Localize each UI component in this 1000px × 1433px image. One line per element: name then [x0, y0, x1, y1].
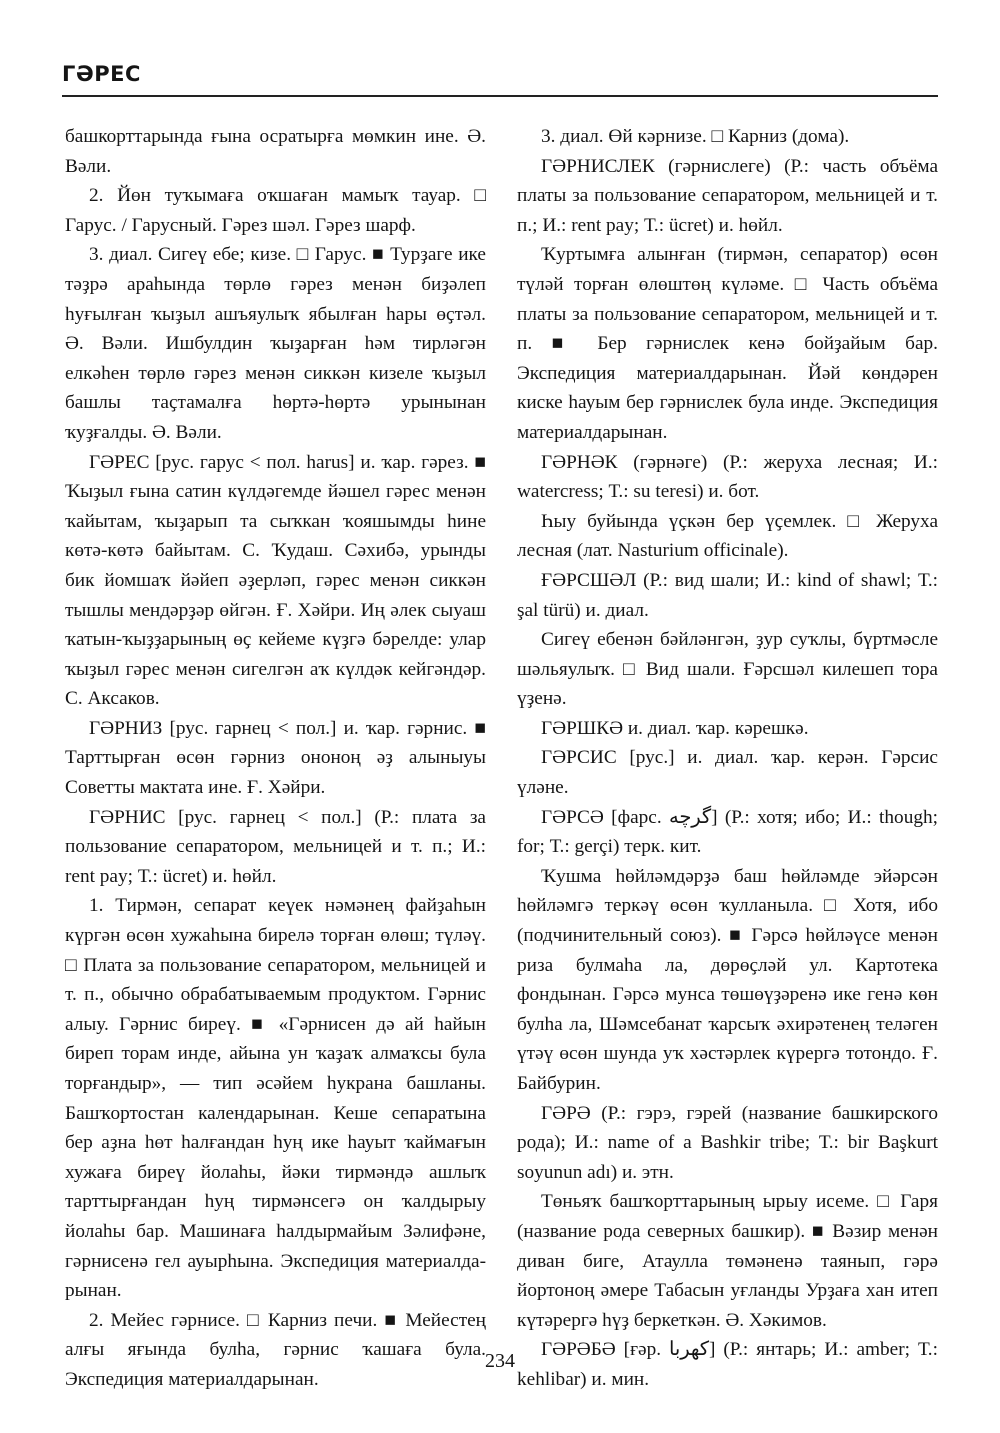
dictionary-entry: ГӘРШКӘ и. диал. ҡар. кәрешкә. [541, 717, 809, 739]
paragraph: Сигеү ебенән бәйләнгән, ҙур суҡлы, бүртмәсле шәльяулыҡ. □ Вид шали. Ғәрсшәл килешеп тора үҙенә. [517, 629, 938, 710]
dictionary-entry: ГӘРӘБӘ [ғәр. كهربا] (Р.: янтарь; И.: amber; Т.: kehlibar) и. мин. [517, 1339, 938, 1390]
dictionary-entry: ГӘРНИЗ [рус. гарнец < пол.] и. ҡар. гәрнис. ■ Тарттырған өсөн гәрниз ононоң әҙ алыныуы Советты мактата ине. Ғ. Хәйри. [65, 717, 486, 799]
paragraph: 3. диал. Өй кәрнизе. □ Карниз (дома). [541, 126, 850, 147]
dictionary-entry: ГӘРСИС [рус.] и. диал. ҡар. керән. Гәрсис үләне. [517, 747, 938, 799]
dictionary-entry: ГӘРНИСЛЕК (гәрнислеге) (Р.: часть объёма платы за пользование сепаратором, мельницей и т. п.; И.: rent pay; Т.: ücret) и. һөйл. [517, 155, 938, 236]
dictionary-entry: ГӘРСӘ [фарс. گرچه] (Р.: хотя; ибо; И.: though; for; Т.: gerçi) терк. кит. [517, 806, 938, 858]
header-rule [62, 95, 938, 97]
paragraph: 3. диал. Сигеү ебе; кизе. □ Гарус. ■ Турҙаге ике тәҙрә араһында төрлө гәрез менән биҙәлеп һуғылған ҡыҙыл ашъяулыҡ ябылған һары өҫтәл. Ә. Вәли. Ишбулдин ҡыҙарған һәм тирләгән елкәһен төрлө гәрез менән сиккән кизеле ҡыҙыл башлы таҫтамалға һөртә-һөртә урынынан ҡуҙғалды. Ә. Вәли. [65, 244, 486, 443]
right-column [517, 122, 938, 1395]
paragraph: 1. Тирмән, сепарат кеүек нәмәнең файҙаһын күргән өсөн хужаһына бирелә торған өлөш; түләү. □ Плата за пользование сепаратором, мельницей и т. п., обычно обрабатываемым продуктом. Гәрнис алыу. Гәрнис биреү. ■ «Гәрнисен дә ай һайын биреп торам инде, айына ун ҡаҙаҡ алмаҡсы була торғандыр», — тип әсәйем һукрана башланы. Башҡортостан календарынан. Кеше сепаратына бер аҙна һөт һалғандан һуң ике һауыт ҡаймағын хужаға биреү йолаһы, йәки тирмәндә ашлыҡ тарттырғандан һуң тирмәнсегә он ҡалдырыу йолаһы бар. Машинаға һалдырмайым Зәлифәне, гәрнисенә гел ауырһына. Экспедиция материалдарынан. [65, 895, 486, 1302]
paragraph: Һыу буйында үҫкән бер үҫемлек. □ Жеруха лесная (лат. Nasturium officinale). [517, 510, 938, 562]
dictionary-entry: ГӘРӘ (Р.: гэрэ, гэрей (название башкирского рода); И.: name of a Bashkir tribe; Т.: bir Başkurt soyunun adı) и. этн. [517, 1102, 938, 1183]
paragraph: Ҡушма һөйләмдәрҙә баш һөйләмде эйәрсән һөйләмгә теркәү өсөн ҡулланыла. □ Хотя, ибо (подчинительный союз). ■ Гәрсә һөйләүсе менән риза булмаһа ла, дөрөҫләй ул. Картотека фондынан. Гәрсә мунса төшөүҙәренә ике генә көн булһа ла, Шәмсебанат ҡарсыҡ әхирәтенең теләген үтәү өсөн шунда уҡ хәстәрлек күрергә тотондо. Ғ. Байбурин. [517, 865, 938, 1094]
left-column [65, 122, 486, 1395]
page-number: 234 [485, 1350, 515, 1372]
paragraph: 2. Мейес гәрнисе. □ Карниз печи. ■ Мейестең алғы яғында булһа, гәрнис ҡашаға була. Экспедиция материалдарынан. [65, 1309, 486, 1390]
running-head: ГӘРЕС [62, 62, 141, 86]
paragraph: башкорттарында ғына осратырға мөмкин ине. Ә. Вәли. [65, 126, 486, 177]
dictionary-entry: ГӘРЕС [рус. гарус < пол. harus] и. ҡар. гәрез. ■ Ҡыҙыл ғына сатин күлдәгемде йәшел гәрес менән ҡайытам, ҡыҙарып та сыҡкан ҡояшымды һине көтә-көтә байытам. С. Ҡудаш. Сәхибә, урынды бик йомшаҡ йәйеп әҙерләп, гәрес менән сиккән тышлы мендәрҙәр өйгән. Ғ. Хәйри. Иң әлек сыуаш ҡатын-ҡыҙҙарының өҫ кейеме күҙгә бәрелде: улар ҡыҙыл гәрес менән сигелгән аҡ күлдәк кейгәндәр. С. Аксаков. [65, 451, 486, 710]
paragraph: 2. Йөн туҡымаға оҡшаған мамыҡ тауар. □ Гарус. / Гарусный. Гәрез шәл. Гәрез шарф. [65, 185, 486, 236]
dictionary-entry: ГӘРНИС [рус. гарнец < пол.] (Р.: плата за пользование сепаратором, мельницей и т. п.; И.: rent pay; Т.: ücret) и. һөйл. [65, 806, 486, 887]
dictionary-entry: ГӘРНӘК (гәрнәге) (Р.: жеруха лесная; И.: watercress; Т.: su teresi) и. бот. [517, 451, 938, 503]
dictionary-entry: ҒӘРСШӘЛ (Р.: вид шали; И.: kind of shawl; Т.: şal türü) и. диал. [517, 569, 938, 621]
paragraph: Төньяҡ башҡорттарының ырыу исеме. □ Гаря (название рода северных башкир). ■ Вәзир менән диван биге, Атаулла төмәненә таянып, гәрә йортоноң әмере Табасын уғланды Урҙаға хан итеп күтәрергә һүҙ беркеткән. Ә. Хәкимов. [517, 1191, 938, 1331]
paragraph: Ҡуртымға алынған (тирмән, сепаратор) өсөн түләй торған өлөштөң күләме. □ Часть объёма платы за пользование сепаратором, мельницей и т. п. ■ Бер гәрнислек кенә бойҙайым бар. Экспедиция материалдарынан. Йәй көндәрен киске һауым бер гәрнислек була инде. Экспедиция материалдарынан. [517, 244, 938, 443]
